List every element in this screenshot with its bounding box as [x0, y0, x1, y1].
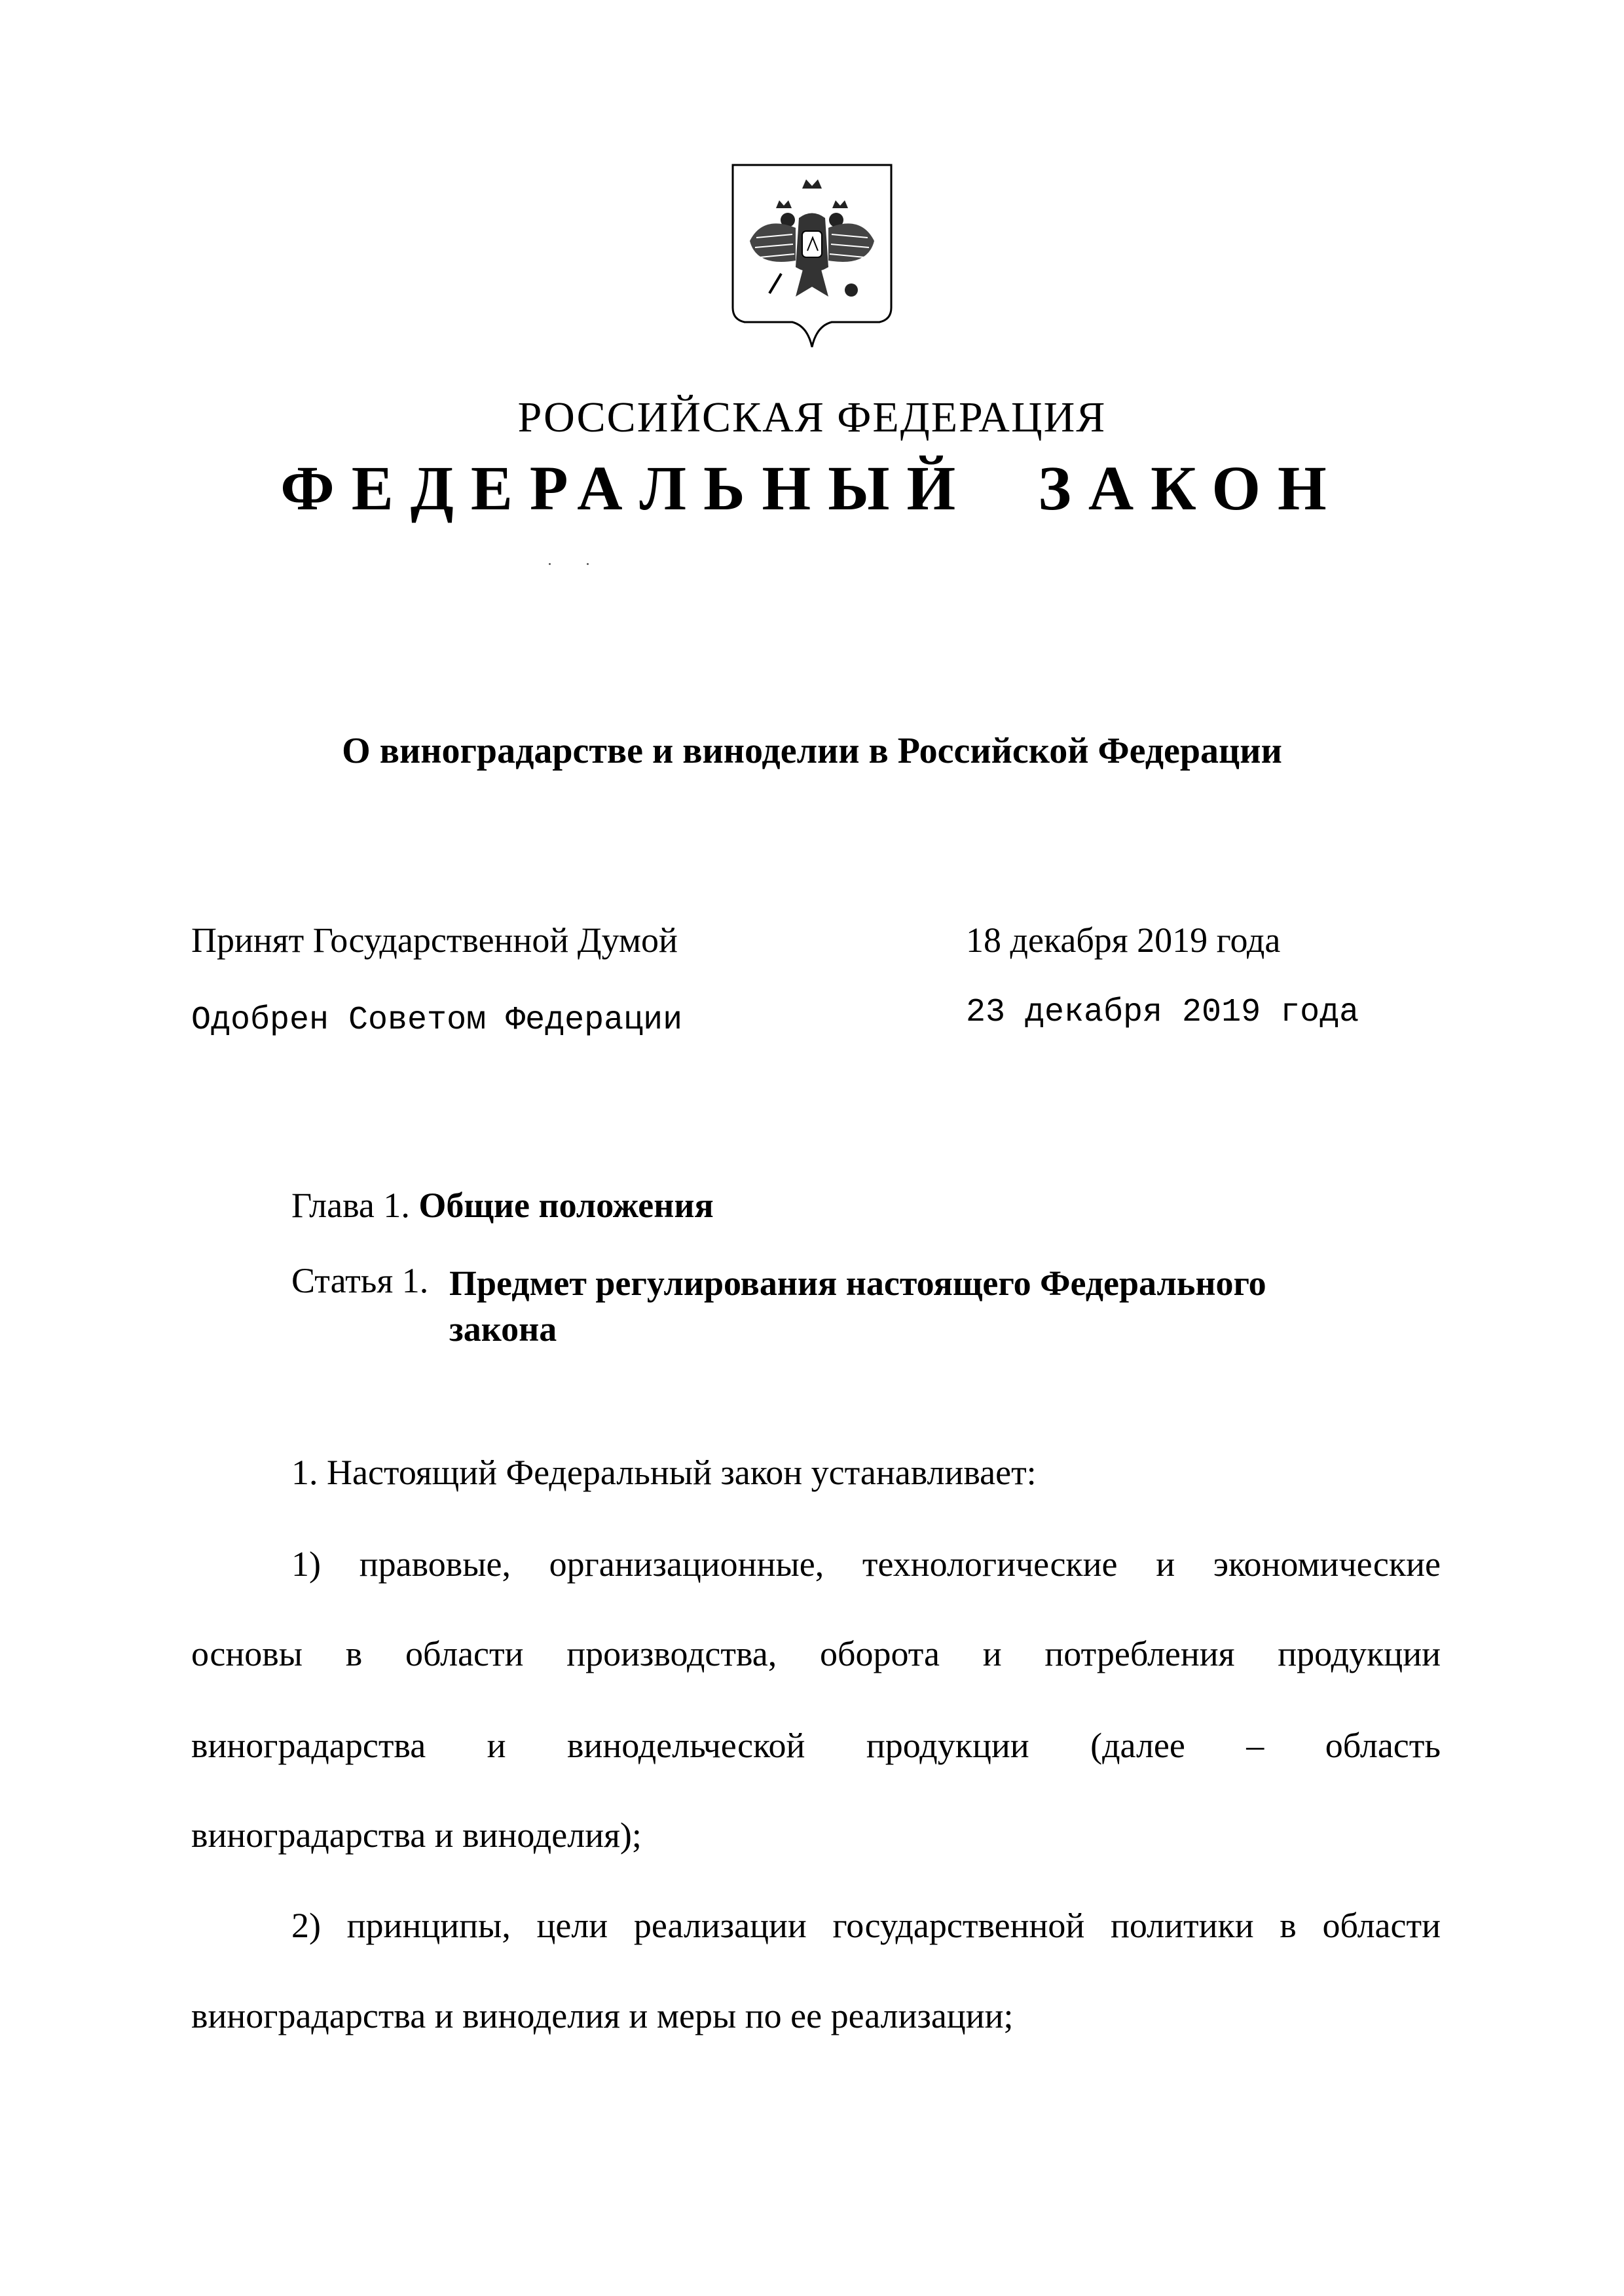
chapter-heading [291, 1185, 714, 1226]
scan-speck [549, 563, 551, 565]
chapter-prefix: Глава 1. [291, 1186, 410, 1225]
coat-of-arms-icon [730, 162, 894, 350]
adoption-label-duma: Принят Государственной Думой [191, 920, 678, 960]
paragraph-intro: 1. Настоящий Федеральный закон устанавливает: [291, 1453, 1037, 1492]
adoption-date-council: 23 декабря 2019 года [966, 994, 1359, 1031]
adoption-date-duma: 18 декабря 2019 года [966, 920, 1281, 960]
paragraph-line: виноградарства и виноделия и меры по ее реализации; [191, 1996, 1014, 2035]
paragraph-line: виноградарства и винодельческой продукции (далее – область [191, 1726, 1441, 1765]
article-prefix: Статья 1. [291, 1261, 429, 1300]
scan-speck [587, 563, 589, 565]
paragraph-line: виноградарства и виноделия); [191, 1815, 642, 1855]
article-title [449, 1260, 1431, 1352]
paragraph-line: основы в области производства, оборота и потребления продукции [191, 1634, 1441, 1673]
paragraph-line: 2) принципы, цели реализации государственной политики в области [291, 1906, 1441, 1945]
country-heading: РОССИЙСКАЯ ФЕДЕРАЦИЯ [517, 393, 1107, 441]
article-title-line: Предмет регулирования настоящего Федерального [449, 1264, 1266, 1303]
law-type-heading: ФЕДЕРАЛЬНЫЙ ЗАКОН [280, 453, 1344, 523]
article-title-line: закона [449, 1309, 557, 1349]
paragraph-line: 1) правовые, организационные, технологические и экономические [291, 1544, 1441, 1584]
chapter-title: Общие положения [418, 1186, 714, 1225]
law-title: О виноградарстве и виноделии в Российской Федерации [342, 731, 1282, 771]
adoption-label-council: Одобрен Советом Федерации [191, 1002, 683, 1039]
